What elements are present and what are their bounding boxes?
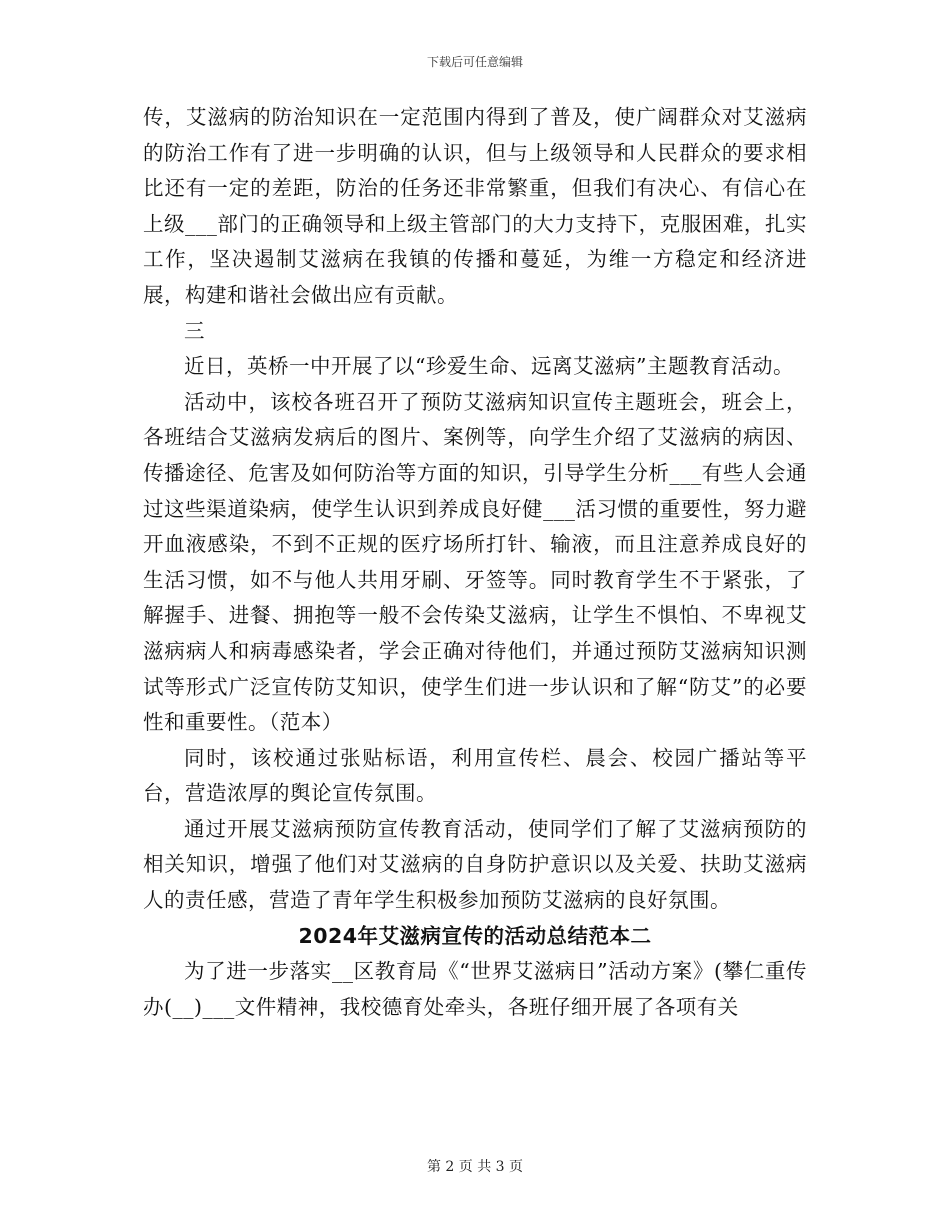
- section-heading: 2024年艾滋病宣传的活动总结范本二: [298, 923, 652, 948]
- paragraph-7: 为了进一步落实__区教育局《“世界艾滋病日”活动方案》(攀仁重传办(__)___文件精神，我校德育处牵头，各班仔细开展了各项有关: [143, 959, 807, 1019]
- page-header: 下载后可任意编辑: [426, 55, 523, 69]
- paragraph-6: 通过开展艾滋病预防宣传教育活动，使同学们了解了艾滋病预防的相关知识，增强了他们对艾滋病的自身防护意识以及关爱、扶助艾滋病人的责任感，营造了青年学生积极参加预防艾滋病的良好氛围。: [143, 816, 807, 913]
- paragraph-3: 近日，英桥一中开展了以“珍爱生命、远离艾滋病”主题教育活动。: [184, 354, 794, 379]
- section-number: 三: [184, 318, 205, 343]
- document-body: [143, 100, 807, 1025]
- paragraph-1: 传，艾滋病的防治知识在一定范围内得到了普及，使广阔群众对艾滋病的防治工作有了进一步明确的认识，但与上级领导和人民群众的要求相比还有一定的差距，防治的任务还非常繁重，但我们有决心、有信心在上级___部门的正确领导和上级主管部门的大力支持下，克服困难，扎实工作，坚决遏制艾滋病在我镇的传播和蔓延，为维一方稳定和经济进展，构建和谐社会做出应有贡献。: [143, 105, 807, 307]
- paragraph-5: 同时，该校通过张贴标语，利用宣传栏、晨会、校园广播站等平台，营造浓厚的舆论宣传氛围。: [143, 745, 807, 806]
- paragraph-4: 活动中，该校各班召开了预防艾滋病知识宣传主题班会，班会上，各班结合艾滋病发病后的图片、案例等，向学生介绍了艾滋病的病因、传播途径、危害及如何防治等方面的知识，引导学生分析___有些人会通过这些渠道染病，使学生认识到养成良好健___活习惯的重要性，努力避开血液感染，不到不正规的医疗场所打针、输液，而且注意养成良好的生活习惯，如不与他人共用牙刷、牙签等。同时教育学生不于紧张，了解握手、进餐、拥抱等一般不会传染艾滋病，让学生不惧怕、不卑视艾滋病病人和病毒感染者，学会正确对待他们，并通过预防艾滋病知识测试等形式广泛宣传防艾知识，使学生们进一步认识和了解“防艾”的必要性和重要性。（范本）: [143, 389, 807, 735]
- page-footer: 第 2 页 共 3 页: [426, 1159, 524, 1175]
